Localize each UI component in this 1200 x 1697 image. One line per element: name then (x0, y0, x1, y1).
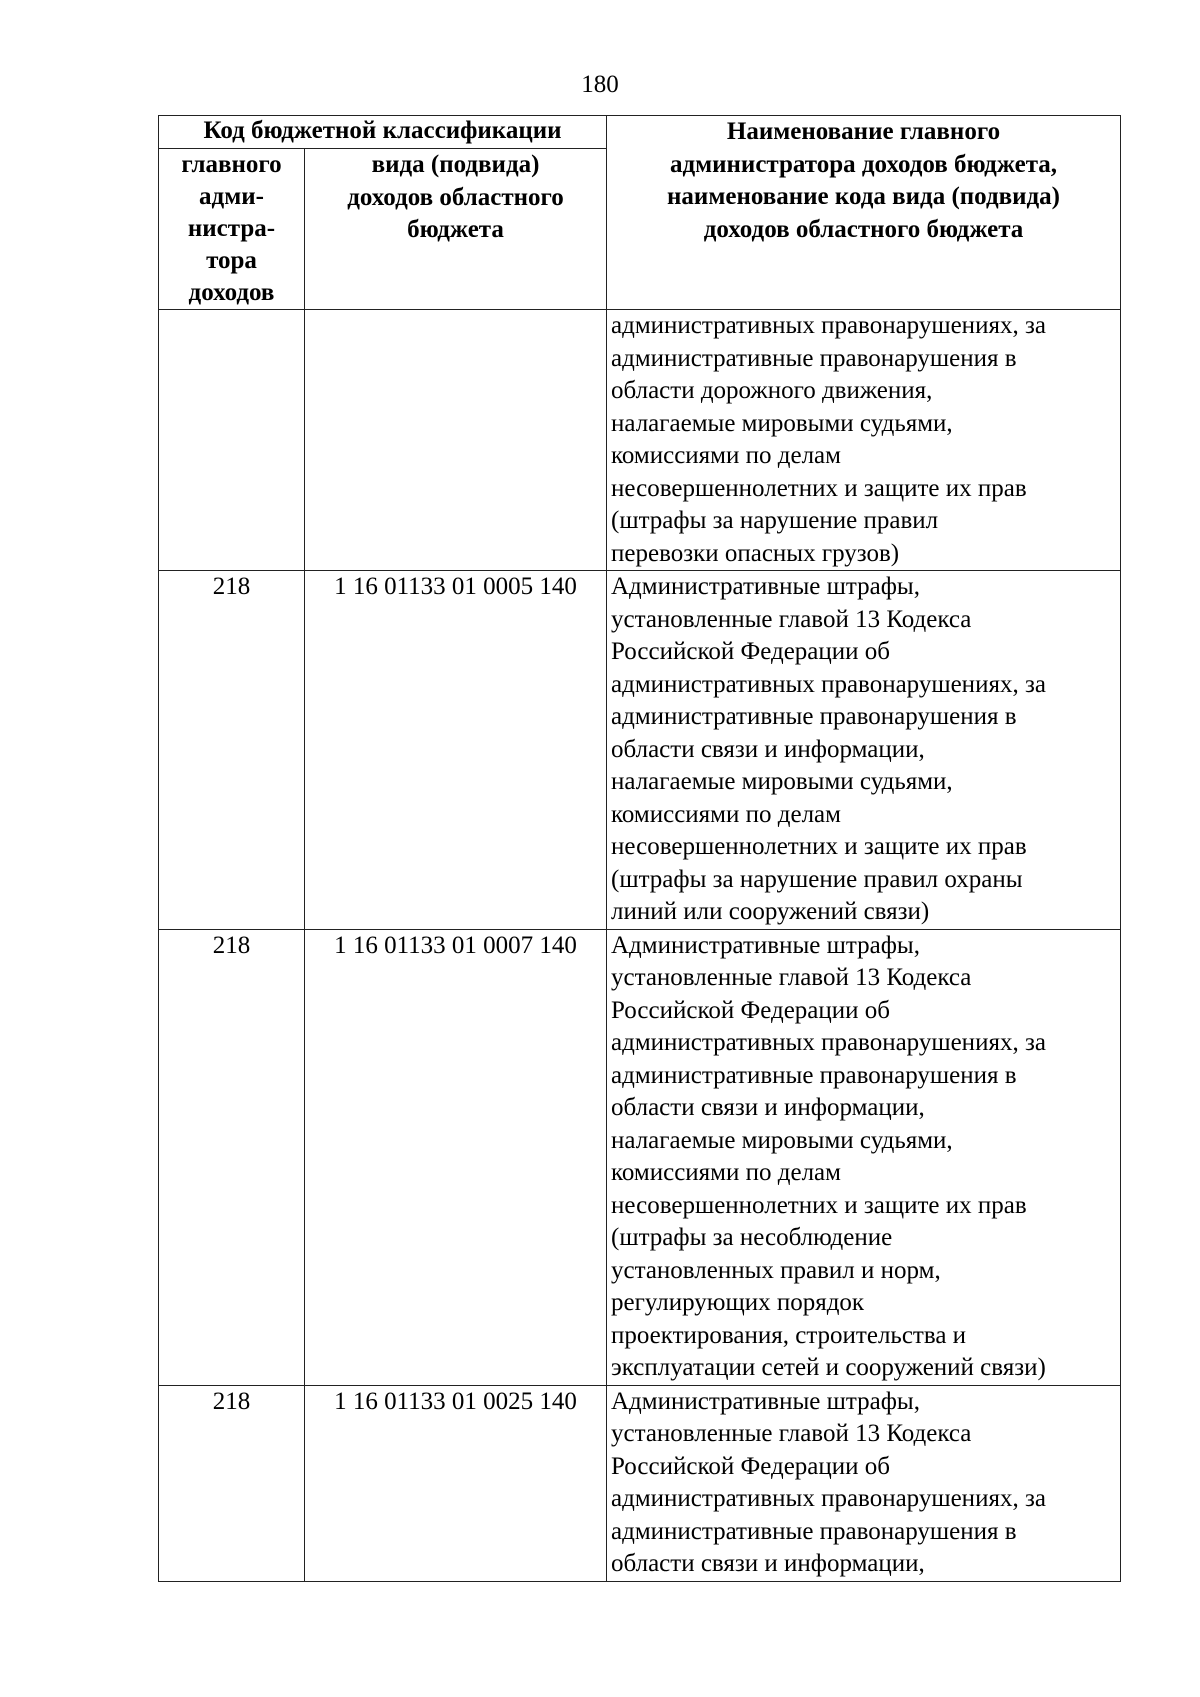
name-line: комиссиями по делам (611, 1159, 841, 1186)
name-line: эксплуатации сетей и сооружений связи) (611, 1354, 1046, 1381)
admin-code-cell: 218 (159, 929, 305, 1385)
name-line: Российской Федерации об (611, 996, 890, 1024)
name-line: Административные штрафы, (611, 573, 920, 600)
table-row (159, 1385, 1121, 1581)
name-line: административные правонарушения в (611, 703, 1017, 730)
name-line: области связи и информации, (611, 1550, 925, 1577)
name-line: административных правонарушениях, за (611, 312, 1046, 339)
admin-code-cell: 218 (159, 1385, 305, 1581)
name-line: установленные главой 13 Кодекса (611, 605, 972, 633)
name-line: области связи и информации, (611, 735, 925, 763)
name-line: области связи и информации, (611, 1094, 925, 1121)
type-code-cell: 1 16 01133 01 0025 140 (305, 1385, 607, 1581)
name-cell (607, 1385, 1121, 1581)
name-line: налагаемые мировыми судьями, (611, 409, 953, 437)
name-line: Административные штрафы, (611, 931, 920, 959)
table-body (159, 310, 1121, 1582)
name-line: административных правонарушениях, за (611, 1029, 1046, 1056)
name-line: несовершеннолетних и защите их прав (611, 474, 1027, 502)
budget-classification-table (158, 115, 1121, 1582)
type-code-cell: 1 16 01133 01 0007 140 (305, 929, 607, 1385)
name-line: проектирования, строительства и (611, 1321, 967, 1349)
admin-code-cell: 218 (159, 571, 305, 930)
name-cell (607, 571, 1121, 930)
name-line: линий или сооружений связи) (611, 898, 930, 925)
page-number: 180 (581, 71, 619, 98)
name-line: несовершеннолетних и защите их прав (611, 833, 1027, 860)
name-line: установленные главой 13 Кодекса (611, 1420, 972, 1447)
name-line: административные правонарушения в (611, 344, 1017, 372)
table-row (159, 929, 1121, 1385)
name-line: (штрафы за нарушение правил охраны (611, 865, 1023, 893)
name-line: административных правонарушениях, за (611, 670, 1046, 698)
name-line: несовершеннолетних и защите их прав (611, 1191, 1027, 1219)
type-code-cell (305, 310, 607, 571)
name-line: Административные штрафы, (611, 1387, 920, 1415)
type-code-cell: 1 16 01133 01 0005 140 (305, 571, 607, 930)
table-header (159, 116, 1121, 310)
name-line: (штрафы за нарушение правил (611, 507, 939, 534)
admin-code-cell (159, 310, 305, 571)
name-line: установленных правил и норм, (611, 1256, 941, 1284)
table-row (159, 571, 1121, 930)
name-line: административных правонарушениях, за (611, 1485, 1046, 1512)
name-line: административные правонарушения в (611, 1061, 1017, 1089)
name-cell (607, 310, 1121, 571)
name-line: установленные главой 13 Кодекса (611, 964, 972, 991)
type-code-column-header: вида (подвида) доходов областного бюджета (305, 149, 607, 310)
name-line: налагаемые мировыми судьями, (611, 1126, 953, 1154)
name-line: административные правонарушения в (611, 1517, 1017, 1545)
name-column-header: Наименование главного администратора доходов бюджета, наименование кода вида (подвида) доходов областного бюджета (607, 116, 1121, 310)
name-line: комиссиями по делам (611, 442, 841, 469)
table-row (159, 310, 1121, 571)
name-line: (штрафы за несоблюдение (611, 1224, 893, 1251)
name-cell (607, 929, 1121, 1385)
name-line: Российской Федерации об (611, 638, 890, 665)
name-line: налагаемые мировыми судьями, (611, 768, 953, 795)
name-line: Российской Федерации об (611, 1452, 890, 1480)
name-line: области дорожного движения, (611, 377, 933, 404)
name-line: регулирующих порядок (611, 1289, 865, 1316)
name-line: перевозки опасных грузов) (611, 539, 900, 567)
budget-classification-group-header: Код бюджетной классификации (159, 116, 607, 149)
admin-code-column-header: главного адми- нистра- тора доходов (159, 149, 305, 310)
name-line: комиссиями по делам (611, 800, 841, 828)
